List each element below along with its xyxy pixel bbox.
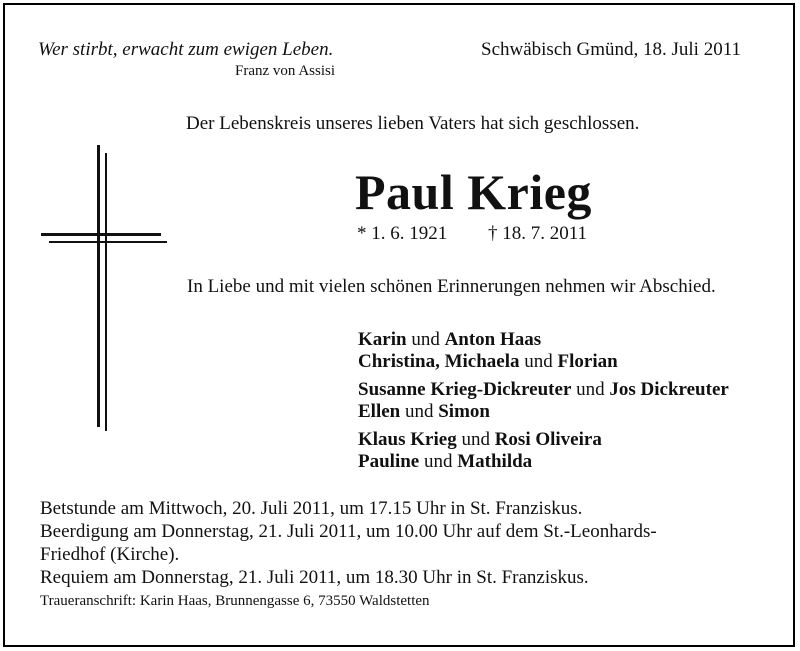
farewell-text: In Liebe und mit vielen schönen Erinnerungen nehmen wir Abschied. bbox=[187, 276, 716, 297]
family-line: Pauline und Mathilda bbox=[358, 451, 533, 472]
family-list bbox=[358, 329, 729, 479]
place-date: Schwäbisch Gmünd, 18. Juli 2011 bbox=[481, 39, 742, 60]
family-line: Klaus Krieg und Rosi Oliveira bbox=[358, 429, 602, 450]
family-line: Christina, Michaela und Florian bbox=[358, 351, 618, 372]
service-events bbox=[40, 497, 657, 589]
quote-author: Franz von Assisi bbox=[235, 63, 336, 79]
mourning-address: Traueranschrift: Karin Haas, Brunnengasse 6, 73550 Waldstetten bbox=[40, 593, 430, 609]
family-line: Karin und Anton Haas bbox=[358, 329, 542, 350]
intro-text: Der Lebenskreis unseres lieben Vaters hat sich geschlossen. bbox=[186, 113, 640, 134]
event-line: Betstunde am Mittwoch, 20. Juli 2011, um 17.15 Uhr in St. Franziskus. bbox=[40, 498, 583, 519]
family-group bbox=[358, 379, 729, 423]
obituary-notice bbox=[3, 3, 795, 647]
death-date: † 18. 7. 2011 bbox=[488, 223, 588, 244]
family-group bbox=[358, 429, 729, 473]
birth-date: * 1. 6. 1921 bbox=[357, 223, 448, 244]
family-group bbox=[358, 329, 729, 373]
deceased-name: Paul Krieg bbox=[355, 164, 592, 220]
family-line: Ellen und Simon bbox=[358, 401, 490, 422]
family-line: Susanne Krieg-Dickreuter und Jos Dickreuter bbox=[358, 379, 729, 400]
event-line: Beerdigung am Donnerstag, 21. Juli 2011, um 10.00 Uhr auf dem St.-Leonhards- bbox=[40, 521, 657, 542]
event-line: Requiem am Donnerstag, 21. Juli 2011, um 18.30 Uhr in St. Franziskus. bbox=[40, 567, 589, 588]
event-line: Friedhof (Kirche). bbox=[40, 544, 180, 565]
cross-icon bbox=[41, 145, 171, 435]
quote: Wer stirbt, erwacht zum ewigen Leben. bbox=[38, 39, 334, 60]
